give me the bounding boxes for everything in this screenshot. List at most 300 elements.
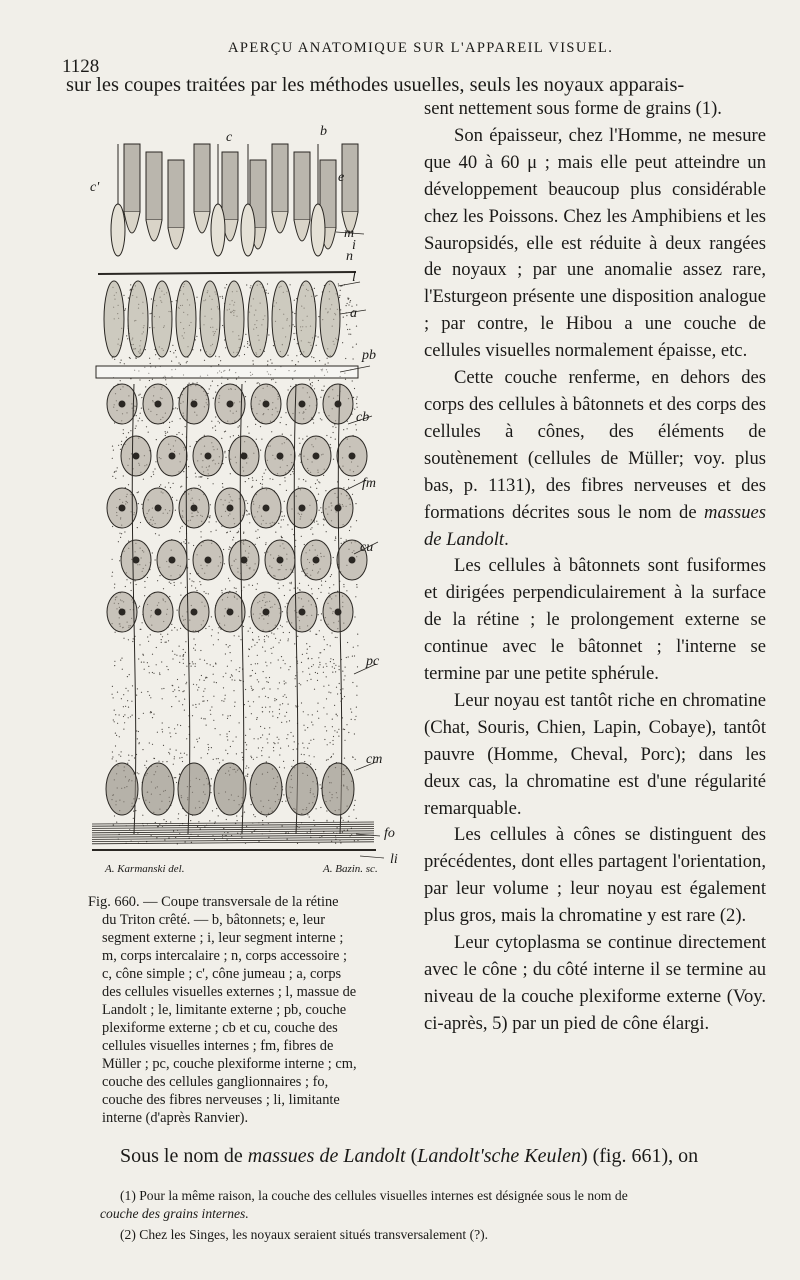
stipple-dot [325, 663, 326, 664]
stipple-dot [171, 361, 172, 362]
stipple-dot [264, 552, 265, 553]
stipple-dot [174, 689, 175, 690]
stipple-dot [147, 691, 148, 692]
stipple-dot [223, 828, 224, 829]
stipple-dot [260, 483, 261, 484]
stipple-dot [204, 360, 205, 361]
stipple-dot [266, 290, 267, 291]
nucleolus [277, 557, 283, 563]
stipple-dot [193, 648, 194, 649]
stipple-dot [273, 633, 274, 634]
stipple-dot [289, 582, 290, 583]
stipple-dot [136, 730, 137, 731]
stipple-dot [166, 642, 167, 643]
stipple-dot [152, 654, 153, 655]
stipple-dot [290, 666, 291, 667]
stipple-dot [197, 382, 198, 383]
stipple-dot [144, 587, 145, 588]
stipple-dot [245, 334, 246, 335]
stipple-dot [355, 596, 356, 597]
stipple-dot [266, 681, 267, 682]
stipple-dot [183, 663, 184, 664]
rod-outer-segment [168, 160, 184, 228]
stipple-dot [346, 657, 347, 658]
stipple-dot [229, 731, 230, 732]
nucleolus [335, 401, 341, 407]
stipple-dot [319, 360, 320, 361]
stipple-dot [233, 690, 234, 691]
stipple-dot [112, 694, 113, 695]
stipple-dot [239, 355, 240, 356]
stipple-dot [267, 283, 268, 284]
stipple-dot [157, 580, 158, 581]
stipple-dot [352, 656, 353, 657]
stipple-dot [355, 716, 356, 717]
nucleolus [191, 505, 197, 511]
stipple-dot [331, 756, 332, 757]
rod-outer-segment [272, 144, 288, 212]
paragraph-1: Son épaisseur, chez l'Homme, ne mesure que 40 à 60 μ ; mais elle peut atteindre un développement beaucoup plus considérable chez les Poissons. Chez les Amphibiens et les Sauropsidés, elle est réduite à deux rangées de noyaux ; par une anomalie assez rare, l'Esturgeon présente une disposition analogue ; par contre, le Hibou a une couche de cellules visuelles normalement épaisse, etc. [424, 124, 766, 362]
stipple-dot [257, 679, 258, 680]
stipple-dot [327, 644, 328, 645]
stipple-dot [184, 753, 185, 754]
stipple-dot [317, 673, 318, 674]
stipple-dot [213, 483, 214, 484]
stipple-dot [279, 767, 280, 768]
stipple-dot [256, 719, 257, 720]
stipple-dot [309, 646, 310, 647]
stipple-dot [253, 689, 254, 690]
stipple-dot [307, 748, 308, 749]
stipple-dot [270, 359, 271, 360]
stipple-dot [312, 534, 313, 535]
stipple-dot [162, 761, 163, 762]
stipple-dot [356, 707, 357, 708]
stipple-dot [342, 688, 343, 689]
stipple-dot [195, 663, 196, 664]
stipple-dot [282, 434, 283, 435]
stipple-dot [216, 682, 217, 683]
stipple-dot [330, 742, 331, 743]
cone-inner-segment [111, 204, 125, 256]
stipple-dot [222, 298, 223, 299]
stipple-dot [177, 408, 178, 409]
fig-label-cu: cu [360, 540, 374, 555]
stipple-dot [280, 640, 281, 641]
stipple-dot [336, 714, 337, 715]
stipple-dot [161, 688, 162, 689]
fig-label-e: e [338, 170, 345, 185]
stipple-dot [218, 632, 219, 633]
stipple-dot [295, 678, 296, 679]
stipple-dot [330, 658, 331, 659]
stipple-dot [146, 426, 147, 427]
stipple-dot [167, 432, 168, 433]
stipple-dot [282, 626, 283, 627]
stipple-dot [128, 760, 129, 761]
stipple-dot [140, 413, 141, 414]
stipple-dot [189, 383, 190, 384]
stipple-dot [286, 621, 287, 622]
stipple-dot [273, 747, 274, 748]
stipple-dot [318, 494, 319, 495]
stipple-dot [237, 532, 238, 533]
stipple-dot [218, 627, 219, 628]
stipple-dot [131, 590, 132, 591]
stipple-dot [138, 743, 139, 744]
fig-label-a: a [350, 306, 357, 321]
stipple-dot [184, 710, 185, 711]
stipple-dot [141, 408, 142, 409]
stipple-dot [180, 364, 181, 365]
stipple-dot [325, 726, 326, 727]
stipple-dot [225, 653, 226, 654]
stipple-dot [244, 354, 245, 355]
stipple-dot [180, 582, 181, 583]
stipple-dot [316, 295, 317, 296]
stipple-dot [226, 644, 227, 645]
stipple-dot [343, 317, 344, 318]
caption-line: couche des fibres nerveuses ; li, limitante [102, 1092, 340, 1108]
fig-label-n: n [346, 249, 353, 264]
stipple-dot [165, 433, 166, 434]
stipple-dot [178, 813, 179, 814]
stipple-dot [179, 757, 180, 758]
stipple-dot [153, 474, 154, 475]
cone-inner-segment [211, 204, 225, 256]
outer-nucleus-cell [272, 281, 292, 357]
stipple-dot [248, 767, 249, 768]
stipple-dot [271, 648, 272, 649]
stipple-dot [218, 639, 219, 640]
stipple-dot [282, 611, 283, 612]
stipple-dot [251, 688, 252, 689]
stipple-dot [292, 529, 293, 530]
stipple-dot [352, 682, 353, 683]
stipple-dot [190, 446, 191, 447]
stipple-dot [342, 698, 343, 699]
stipple-dot [356, 344, 357, 345]
stipple-dot [319, 482, 320, 483]
stipple-dot [286, 697, 287, 698]
stipple-dot [326, 810, 327, 811]
stipple-dot [257, 717, 258, 718]
nucleolus [241, 557, 247, 563]
stipple-dot [126, 437, 127, 438]
stipple-dot [335, 665, 336, 666]
stipple-dot [294, 326, 295, 327]
stipple-dot [313, 739, 314, 740]
rod-outer-segment [342, 144, 358, 212]
fig-label-cm: cm [366, 752, 383, 767]
stipple-dot [266, 635, 267, 636]
stipple-dot [257, 538, 258, 539]
stipple-dot [213, 759, 214, 760]
stipple-dot [288, 638, 289, 639]
caption-line: Landolt ; le, limitante externe ; pb, couche [102, 1002, 347, 1018]
stipple-dot [216, 530, 217, 531]
label-leader-line [338, 282, 360, 286]
stipple-dot [222, 325, 223, 326]
stipple-dot [135, 428, 136, 429]
stipple-dot [201, 718, 202, 719]
stipple-dot [236, 591, 237, 592]
stipple-dot [129, 674, 130, 675]
page-number: 1128 [62, 56, 100, 77]
stipple-dot [248, 433, 249, 434]
nucleolus [205, 453, 211, 459]
stipple-dot [240, 639, 241, 640]
stipple-dot [165, 435, 166, 436]
stipple-dot [185, 587, 186, 588]
stipple-dot [173, 408, 174, 409]
stipple-dot [283, 519, 284, 520]
stipple-dot [178, 397, 179, 398]
stipple-dot [298, 455, 299, 456]
stipple-dot [250, 675, 251, 676]
stipple-dot [171, 624, 172, 625]
stipple-dot [218, 421, 219, 422]
plexiform-externe-band [96, 366, 358, 378]
stipple-dot [149, 695, 150, 696]
stipple-dot [253, 701, 254, 702]
stipple-dot [119, 533, 120, 534]
stipple-dot [149, 327, 150, 328]
stipple-dot [320, 397, 321, 398]
footnote-2-text: (2) Chez les Singes, les noyaux seraient situés transversalement (?). [120, 1227, 489, 1242]
stipple-dot [262, 647, 263, 648]
stipple-dot [112, 526, 113, 527]
stipple-dot [213, 398, 214, 399]
stipple-dot [343, 586, 344, 587]
stipple-dot [283, 632, 284, 633]
nucleolus [227, 401, 233, 407]
stipple-dot [228, 646, 229, 647]
stipple-dot [224, 452, 225, 453]
stipple-dot [121, 751, 122, 752]
stipple-dot [330, 576, 331, 577]
stipple-dot [169, 596, 170, 597]
stipple-dot [230, 677, 231, 678]
caption-line: interne (d'après Ranvier). [102, 1110, 249, 1126]
stipple-dot [139, 798, 140, 799]
stipple-dot [177, 724, 178, 725]
stipple-dot [316, 634, 317, 635]
stipple-dot [137, 527, 138, 528]
stipple-dot [175, 696, 176, 697]
first-line-right: sent nettement sous forme de grains (1). [424, 98, 722, 119]
stipple-dot [138, 491, 139, 492]
stipple-dot [137, 772, 138, 773]
stipple-dot [115, 714, 116, 715]
stipple-dot [328, 759, 329, 760]
stipple-dot [247, 511, 248, 512]
nucleolus [119, 505, 125, 511]
stipple-dot [215, 821, 216, 822]
stipple-dot [306, 653, 307, 654]
stipple-dot [262, 747, 263, 748]
stipple-dot [317, 703, 318, 704]
stipple-dot [323, 524, 324, 525]
stipple-dot [244, 812, 245, 813]
stipple-dot [184, 674, 185, 675]
stipple-dot [233, 537, 234, 538]
stipple-dot [348, 816, 349, 817]
stipple-dot [278, 739, 279, 740]
stipple-dot [348, 656, 349, 657]
stipple-dot [223, 549, 224, 550]
stipple-dot [262, 820, 263, 821]
stipple-dot [120, 756, 121, 757]
stipple-dot [337, 827, 338, 828]
stipple-dot [340, 538, 341, 539]
stipple-dot [258, 382, 259, 383]
stipple-dot [148, 666, 149, 667]
stipple-dot [114, 665, 115, 666]
stipple-dot [280, 422, 281, 423]
stipple-dot [288, 669, 289, 670]
nucleolus [155, 609, 161, 615]
caption-line: couche des cellules ganglionnaires ; fo, [102, 1074, 329, 1090]
stipple-dot [356, 686, 357, 687]
stipple-dot [255, 531, 256, 532]
stipple-dot [252, 639, 253, 640]
stipple-dot [169, 422, 170, 423]
stipple-dot [341, 817, 342, 818]
stipple-dot [172, 497, 173, 498]
stipple-dot [281, 722, 282, 723]
stipple-dot [320, 507, 321, 508]
stipple-dot [308, 714, 309, 715]
stipple-dot [138, 773, 139, 774]
stipple-dot [178, 818, 179, 819]
stipple-dot [310, 764, 311, 765]
stipple-dot [332, 666, 333, 667]
nucleolus [263, 609, 269, 615]
stipple-dot [236, 379, 237, 380]
stipple-dot [239, 680, 240, 681]
stipple-dot [222, 487, 223, 488]
stipple-dot [325, 364, 326, 365]
stipple-dot [220, 360, 221, 361]
stipple-dot [293, 324, 294, 325]
paragraph-2-end: . [504, 528, 509, 550]
stipple-dot [240, 680, 241, 681]
stipple-dot [301, 571, 302, 572]
outer-nucleus-cell [296, 281, 316, 357]
stipple-dot [245, 717, 246, 718]
stipple-dot [344, 696, 345, 697]
stipple-dot [287, 640, 288, 641]
stipple-dot [146, 761, 147, 762]
stipple-dot [332, 726, 333, 727]
stipple-dot [347, 830, 348, 831]
stipple-dot [348, 487, 349, 488]
stipple-dot [303, 479, 304, 480]
stipple-dot [311, 527, 312, 528]
stipple-dot [121, 658, 122, 659]
stipple-dot [215, 728, 216, 729]
stipple-dot [211, 616, 212, 617]
stipple-dot [330, 692, 331, 693]
stipple-dot [278, 583, 279, 584]
stipple-dot [245, 481, 246, 482]
stipple-dot [295, 364, 296, 365]
stipple-dot [176, 434, 177, 435]
stipple-dot [205, 593, 206, 594]
stipple-dot [169, 732, 170, 733]
stipple-dot [265, 696, 266, 697]
nucleolus [119, 401, 125, 407]
stipple-dot [211, 747, 212, 748]
stipple-dot [151, 298, 152, 299]
stipple-dot [333, 432, 334, 433]
stipple-dot [249, 522, 250, 523]
stipple-dot [238, 435, 239, 436]
stipple-dot [223, 701, 224, 702]
stipple-dot [303, 725, 304, 726]
caption-line: c, cône simple ; c', cône jumeau ; a, corps [102, 966, 342, 982]
stipple-dot [112, 559, 113, 560]
stipple-dot [120, 660, 121, 661]
stipple-dot [311, 588, 312, 589]
stipple-dot [307, 649, 308, 650]
stipple-dot [275, 532, 276, 533]
stipple-dot [279, 709, 280, 710]
stipple-dot [128, 755, 129, 756]
fig-label-c-prime: c' [90, 180, 100, 195]
stipple-dot [172, 651, 173, 652]
stipple-dot [210, 515, 211, 516]
stipple-dot [163, 588, 164, 589]
stipple-dot [350, 526, 351, 527]
stipple-dot [203, 700, 204, 701]
stipple-dot [128, 432, 129, 433]
stipple-dot [278, 742, 279, 743]
stipple-dot [356, 695, 357, 696]
stipple-dot [159, 535, 160, 536]
stipple-dot [238, 427, 239, 428]
stipple-dot [299, 683, 300, 684]
nucleolus [191, 401, 197, 407]
stipple-dot [321, 613, 322, 614]
stipple-dot [234, 587, 235, 588]
stipple-dot [222, 835, 223, 836]
stipple-dot [241, 837, 242, 838]
stipple-dot [163, 688, 164, 689]
caption-line: m, corps intercalaire ; n, corps accessoire ; [102, 948, 347, 964]
stipple-dot [112, 572, 113, 573]
stipple-dot [250, 287, 251, 288]
stipple-dot [230, 531, 231, 532]
stipple-dot [229, 580, 230, 581]
stipple-dot [260, 426, 261, 427]
stipple-dot [284, 694, 285, 695]
stipple-dot [173, 352, 174, 353]
outer-nucleus-cell [320, 281, 340, 357]
engraver-signature-left: A. Karmanski del. [105, 863, 185, 875]
stipple-dot [281, 656, 282, 657]
stipple-dot [354, 733, 355, 734]
stipple-dot [223, 687, 224, 688]
stipple-dot [254, 645, 255, 646]
retina-section-illustration [84, 134, 414, 886]
stipple-dot [271, 431, 272, 432]
stipple-dot [114, 359, 115, 360]
stipple-dot [285, 480, 286, 481]
stipple-dot [156, 837, 157, 838]
stipple-dot [268, 682, 269, 683]
